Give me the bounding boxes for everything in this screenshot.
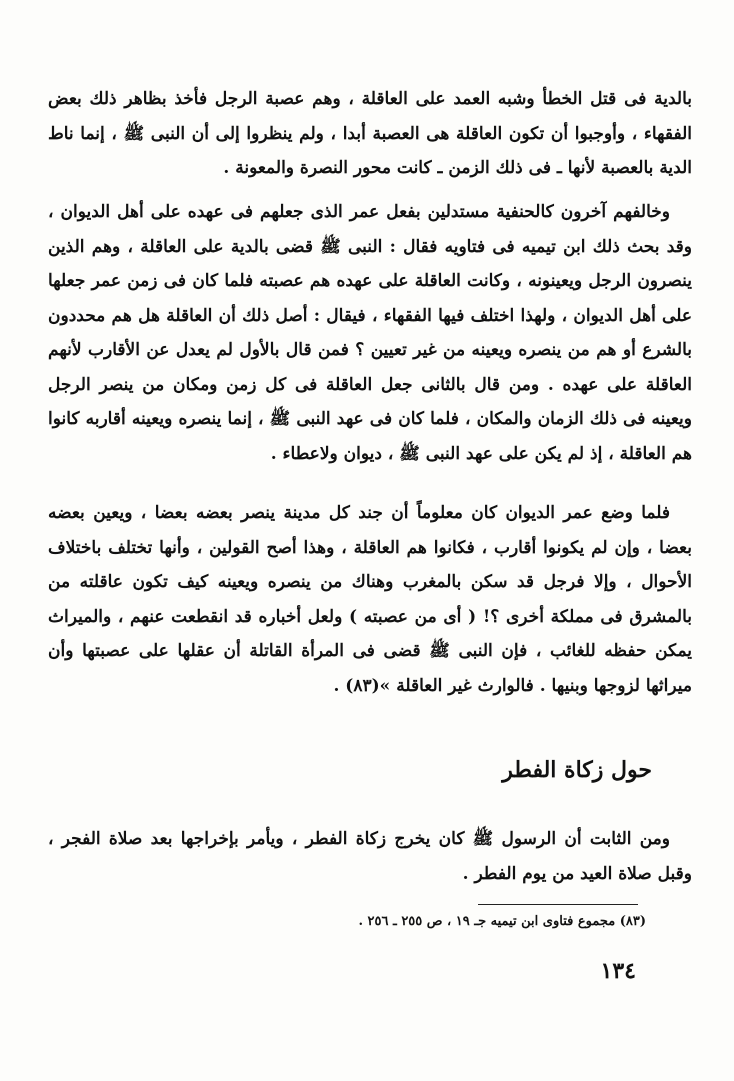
paragraph-1: بالدية فى قتل الخطأ وشبه العمد على العاقلة ، وهم عصبة الرجل فأخذ بظاهر ذلك بعض الفقهاء ، وأوجبوا أن تكون العاقلة هى العصبة أبدا ، ولم ينظروا إلى أن النبى ﷺ ، إنما ناط الدية بالعصبة لأنها ـ فى ذلك الزمن ـ كانت محور النصرة والمعونة . bbox=[48, 89, 692, 178]
paragraph-4: ومن الثابت أن الرسول ﷺ كان يخرج زكاة الفطر ، ويأمر بإخراجها بعد صلاة الفجر ، وقبل صلاة العيد من يوم الفطر . bbox=[48, 829, 692, 884]
footnote-divider bbox=[478, 904, 638, 905]
section-heading: حول زكاة الفطر bbox=[502, 757, 652, 783]
page-number: ١٣٤ bbox=[600, 958, 636, 984]
paragraph-3: فلما وضع عمر الديوان كان معلوماً أن جند كل مدينة ينصر بعضه بعضا ، ويعين بعضه بعضا ، وإن لم يكونوا أقارب ، فكانوا هم العاقلة ، وهذا أصح القولين ، وأنها تختلف باختلاف الأحوال ، وإلا فرجل قد سكن بالمغرب وهناك من ينصره ويعينه كيف تكون عاقلته من بالمشرق فى مملكة أخرى ؟! ( أى من عصبته ) ولعل أخباره قد انقطعت عنهم ، والميراث يمكن حفظه للغائب ، فإن النبى ﷺ قضى فى المرأة القاتلة أن عقلها على عصبتها وأن ميراثها لزوجها وبنيها . فالوارث غير العاقلة »(٨٣) . bbox=[48, 503, 692, 696]
footnote: (٨٣) مجموع فتاوى ابن تيميه جـ ١٩ ، ص ٢٥٥ ـ ٢٥٦ . bbox=[358, 914, 646, 929]
paragraph-2: وخالفهم آخرون كالحنفية مستدلين بفعل عمر الذى جعلهم فى عهده على أهل الديوان ، وقد بحث ذلك ابن تيميه فى فتاويه فقال : النبى ﷺ قضى بالدية على العاقلة ، وهم الذين ينصرون الرجل ويعينونه ، وكانت العاقلة على عهده هم عصبته فلما كان فى زمن عمر جعلها على أهل الديوان ، ولهذا اختلف فيها الفقهاء ، فيقال : أصل ذلك أن العاقلة هل هم محددون بالشرع أو هم من ينصره ويعينه من غير تعيين ؟ فمن قال بالأول لم يعدل عن الأقارب لأنهم العاقلة على عهده . ومن قال بالثانى جعل العاقلة فى كل زمن ومكان من ينصر الرجل ويعينه فى ذلك الزمان والمكان ، فلما كان فى عهد النبى ﷺ ، إنما ينصره ويعينه أقاربه كانوا هم العاقلة ، إذ لم يكن على عهد النبى ﷺ ، ديوان ولاعطاء . bbox=[48, 202, 692, 464]
